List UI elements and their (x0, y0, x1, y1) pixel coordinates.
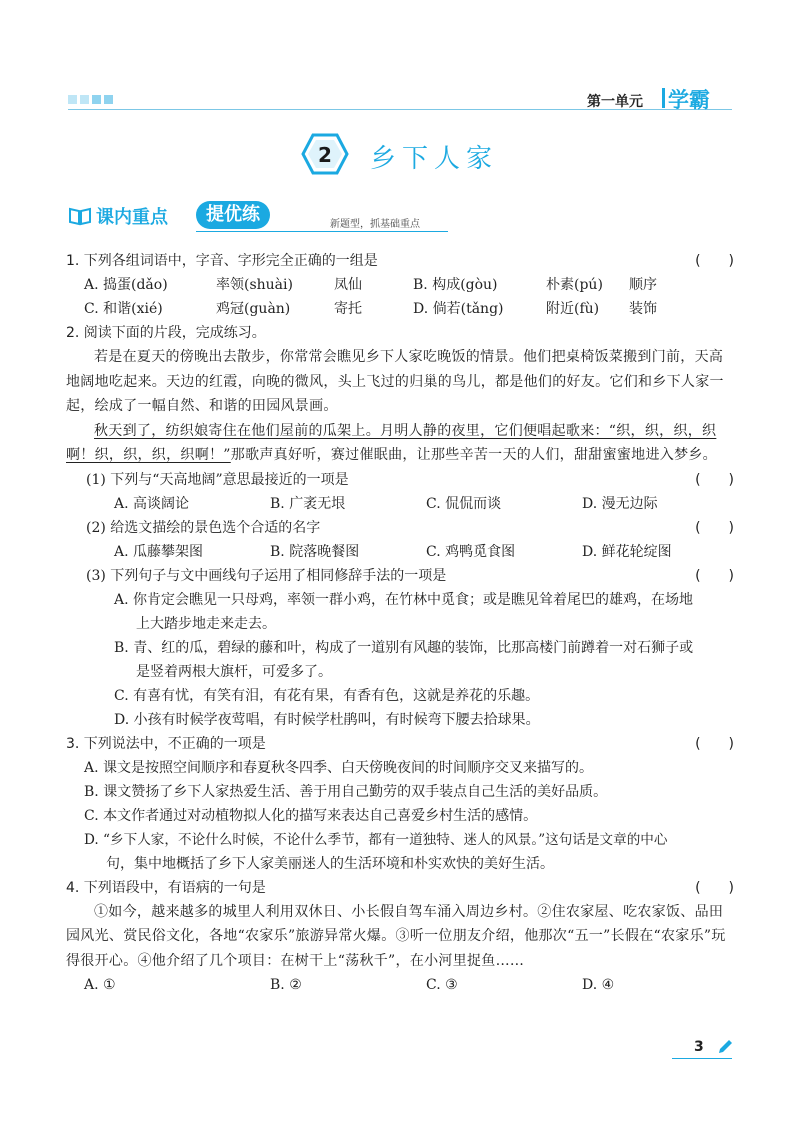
sub-question-3-option-a-line-2: 上大踏步地走来走去。 (136, 615, 276, 632)
page-number: 3 (694, 1039, 704, 1055)
word: 寄托 (334, 301, 362, 317)
question-3-option-a: A. 课文是按照空间顺序和春夏秋冬四季、白天傍晚夜间的时间顺序交叉来描写的。 (84, 759, 594, 776)
section-title: 课内重点 (96, 207, 168, 228)
brand-bar (662, 88, 665, 108)
answer-blank[interactable]: ( ) (695, 471, 734, 488)
unit-label: 第一单元 (587, 94, 643, 110)
question-3-stem: 3. 下列说法中，不正确的一项是 ( ) (66, 732, 734, 756)
exercise-content (66, 249, 734, 997)
word: 鸡冠(guàn) (216, 301, 291, 317)
option-a: A. 高谈阔论 (114, 495, 190, 512)
word: 率领(shuài) (216, 277, 293, 293)
sub-question-2: (2) 给选文描绘的景色选个合适的名字 ( ) (66, 516, 734, 540)
underlined-sentence: 秋天到了，纺织娘寄住在他们屋前的瓜架上。月明人静的夜里，它们便唱起歌来：“织，织，织，织啊！织，织，织，织啊！” (66, 422, 717, 463)
option-c: C. ③ (426, 977, 458, 993)
word: 附近(fù) (546, 301, 600, 317)
lesson-number-badge (301, 133, 349, 175)
answer-blank[interactable]: ( ) (695, 735, 734, 752)
brand-logo: 学霸 (668, 88, 710, 112)
sub-question-3-option-d: D. 小孩有时候学夜莺唱，有时候学杜鹃叫，有时候弯下腰去拾球果。 (114, 711, 540, 728)
word: 朴素(pú) (546, 277, 603, 293)
question-1-options-row-2 (66, 297, 734, 321)
sub-question-3-option-b-line-2: 是竖着两根大旗杆，可爱多了。 (136, 663, 332, 680)
answer-blank[interactable]: ( ) (695, 519, 734, 536)
section-note: 新题型，抓基础重点 (330, 219, 420, 230)
question-3-option-d-line-1: D. “乡下人家，不论什么时候，不论什么季节，都有一道独特、迷人的风景。”这句话是文章的中心 (84, 831, 668, 848)
paragraph-2-rest: 那歌声真好听，赛过催眠曲，让那些辛苦一天的人们，甜甜蜜蜜地进入梦乡。 (230, 447, 717, 463)
section-tag: 提优练 (196, 201, 270, 229)
lesson-number: 2 (318, 143, 332, 167)
sub-question-3: (3) 下列句子与文中画线句子运用了相同修辞手法的一项是 ( ) (66, 564, 734, 588)
answer-blank[interactable]: ( ) (695, 879, 734, 896)
pencil-icon (716, 1038, 734, 1056)
passage-paragraph-1: 若是在夏天的傍晚出去散步，你常常会瞧见乡下人家吃晚饭的情景。他们把桌椅饭菜搬到门前，天高地阔地吃起来。天边的红霞，向晚的微风，头上飞过的归巢的鸟儿，都是他们的好友。它们和乡下人家一起，绘成了一幅自然、和谐的田园风景画。 (66, 349, 724, 414)
option-c: C. 侃侃而谈 (426, 495, 502, 512)
answer-blank[interactable]: ( ) (695, 253, 734, 269)
sub-question-3-option-c: C. 有喜有忧，有笑有泪，有花有果，有香有色，这就是养花的乐趣。 (114, 687, 540, 704)
option-a: A. ① (84, 977, 116, 993)
question-4-options (66, 973, 734, 997)
section-underline (196, 231, 448, 232)
question-3-option-d-line-2: 句，集中地概括了乡下人家美丽迷人的生活环境和朴实欢快的美好生活。 (106, 855, 554, 872)
book-icon (68, 206, 92, 226)
question-1-options-row-1 (66, 273, 734, 297)
option-d: D. 倘若(tǎng) (413, 301, 504, 317)
sub-question-1: (1) 下列与“天高地阔”意思最接近的一项是 ( ) (66, 468, 734, 492)
answer-blank[interactable]: ( ) (695, 567, 734, 584)
option-c: C. 鸡鸭觅食图 (426, 543, 516, 560)
question-4-stem: 4. 下列语段中，有语病的一句是 ( ) (66, 876, 734, 900)
question-4-passage: ①如今，越来越多的城里人利用双休日、小长假自驾车涌入周边乡村。②住农家屋、吃农家饭、品田园风光、赏民俗文化，各地“农家乐”旅游异常火爆。③听一位朋友介绍，他那次“五一”长假在“农家乐”玩得很开心。④他介绍了几个项目：在树干上“荡秋千”，在小河里捉鱼…… (66, 903, 726, 969)
lesson-title: 乡下人家 (370, 144, 499, 174)
option-b: B. 广袤无垠 (270, 495, 346, 512)
question-1-stem: 1. 下列各组词语中，字音、字形完全正确的一组是 ( ) (66, 249, 734, 273)
word: 装饰 (629, 301, 657, 317)
sub-question-2-options (66, 540, 734, 564)
sub-question-3-option-a-line-1: A. 你肯定会瞧见一只母鸡，率领一群小鸡，在竹林中觅食；或是瞧见耸着尾巴的雄鸡，在场地 (114, 591, 694, 608)
option-b: B. 院落晚餐图 (270, 543, 360, 560)
question-3-option-b: B. 课文赞扬了乡下人家热爱生活、善于用自己勤劳的双手装点自己生活的美好品质。 (84, 783, 608, 800)
option-a: A. 捣蛋(dǎo) (84, 277, 168, 293)
sub-question-3-option-b-line-1: B. 青、红的瓜，碧绿的藤和叶，构成了一道别有风趣的装饰，比那高楼门前蹲着一对石狮子或 (114, 639, 694, 656)
option-d: D. 漫无边际 (582, 495, 658, 512)
sub-question-1-options (66, 492, 734, 516)
question-2-stem: 2. 阅读下面的片段，完成练习。 (66, 325, 266, 341)
option-d: D. 鲜花轮绽图 (582, 543, 672, 560)
option-b: B. ② (270, 977, 302, 993)
question-3-option-c: C. 本文作者通过对动植物拟人化的描写来表达自己喜爱乡村生活的感情。 (84, 807, 538, 824)
word: 顺序 (629, 277, 657, 293)
page-number-rule (672, 1058, 732, 1059)
option-c: C. 和谐(xié) (84, 301, 163, 317)
option-d: D. ④ (582, 977, 615, 993)
option-b: B. 构成(gòu) (413, 277, 498, 293)
header-decoration (68, 95, 113, 104)
passage-paragraph-2 (66, 419, 734, 468)
option-a: A. 瓜藤攀架图 (114, 543, 204, 560)
word: 凤仙 (334, 277, 362, 293)
